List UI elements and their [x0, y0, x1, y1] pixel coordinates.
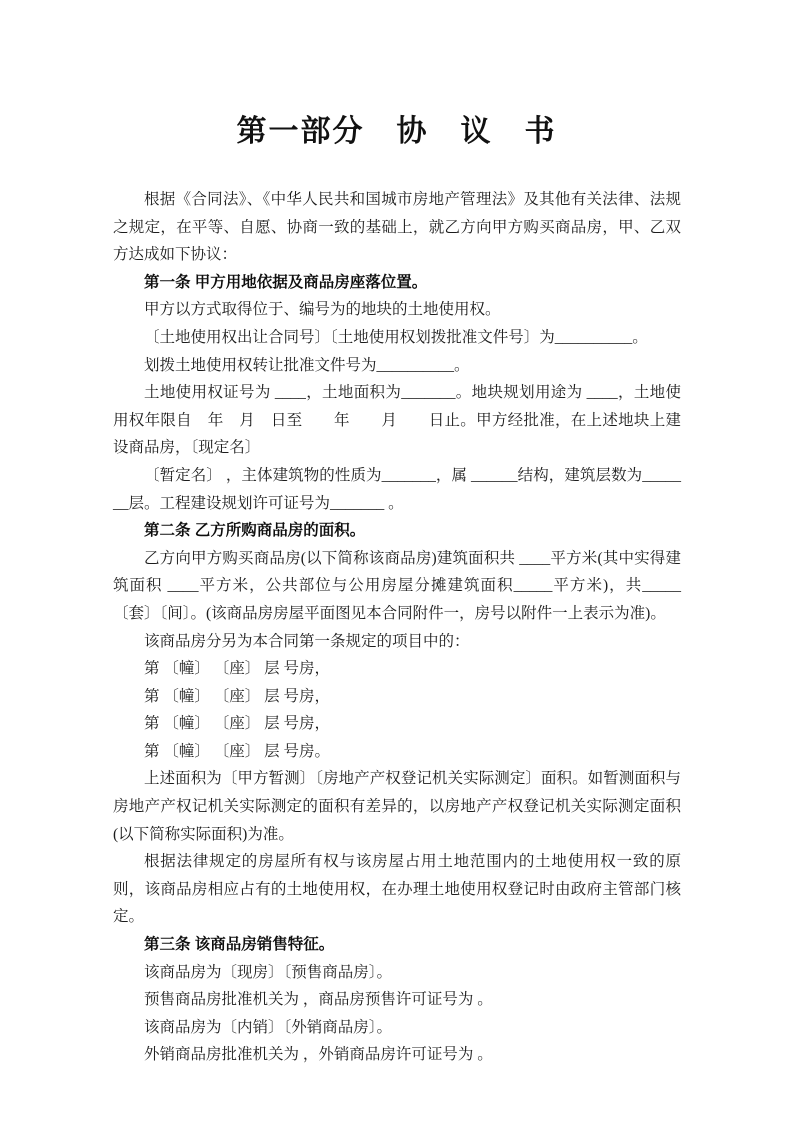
- paragraph: 土地使用权证号为 ____，土地面积为_______。地块规划用途为 ____，土地使用权年限自 年 月 日至 年 月 日止。甲方经批准，在上述地块上建设商品房，〔现定名〕: [113, 384, 681, 457]
- paragraph: 第 〔幢〕 〔座〕 层 号房，: [144, 715, 331, 733]
- section-heading: 第三条 该商品房销售特征。: [144, 936, 335, 954]
- document-title: 第一部分 协 议 书: [236, 115, 557, 148]
- paragraph: 第 〔幢〕 〔座〕 层 号房。: [144, 742, 331, 760]
- paragraph: 根据《合同法》、《中华人民共和国城市房地产管理法》及其他有关法律、法规之规定，在平等、自愿、协商一致的基础上，就乙方向甲方购买商品房，甲、乙双方达成如下协议：: [113, 191, 681, 264]
- paragraph: 预售商品房批准机关为 ，商品房预售许可证号为 。: [144, 991, 493, 1009]
- paragraph: 该商品房分另为本合同第一条规定的项目中的：: [144, 632, 470, 650]
- paragraph: 上述面积为〔甲方暂测〕〔房地产产权登记机关实际测定〕面积。如暂测面积与房地产产权记机关实际测定的面积有差异的，以房地产产权登记机关实际测定面积(以下简称实际面积)为准。: [113, 770, 681, 843]
- paragraph: 外销商品房批准机关为 ，外销商品房许可证号为 。: [144, 1046, 493, 1064]
- paragraph: 根据法律规定的房屋所有权与该房屋占用土地范围内的土地使用权一致的原则，该商品房相应占有的土地使用权，在办理土地使用权登记时由政府主管部门核定。: [113, 853, 681, 926]
- document-body: [113, 186, 681, 1069]
- section-heading: 第一条 甲方用地依据及商品房座落位置。: [144, 273, 428, 291]
- paragraph: 第 〔幢〕 〔座〕 层 号房，: [144, 660, 331, 678]
- section-heading: 第二条 乙方所购商品房的面积。: [144, 522, 366, 540]
- paragraph: 第 〔幢〕 〔座〕 层 号房，: [144, 687, 331, 705]
- paragraph: 该商品房为〔内销〕〔外销商品房〕。: [144, 1018, 393, 1036]
- paragraph: 乙方向甲方购买商品房(以下简称该商品房)建筑面积共 ____平方米(其中实得建筑面积 ____平方米，公共部位与公用房屋分摊建筑面积_____平方米)，共_____ 〔套〕〔间〕。(该商品房房屋平面图见本合同附件一，房号以附件一上表示为准)。: [113, 549, 681, 622]
- paragraph: 划拨土地使用权转让批准文件号为__________。: [144, 356, 470, 374]
- paragraph: 〔土地使用权出让合同号〕〔土地使用权划拨批准文件号〕为__________。: [144, 328, 648, 346]
- paragraph: 甲方以方式取得位于、编号为的地块的土地使用权。: [144, 301, 501, 319]
- paragraph: 〔暂定名〕 ，主体建筑物的性质为_______，属 ______结构，建筑层数为_______层。工程建设规划许可证号为_______ 。: [113, 466, 681, 512]
- paragraph: 该商品房为〔现房〕〔预售商品房〕。: [144, 963, 393, 981]
